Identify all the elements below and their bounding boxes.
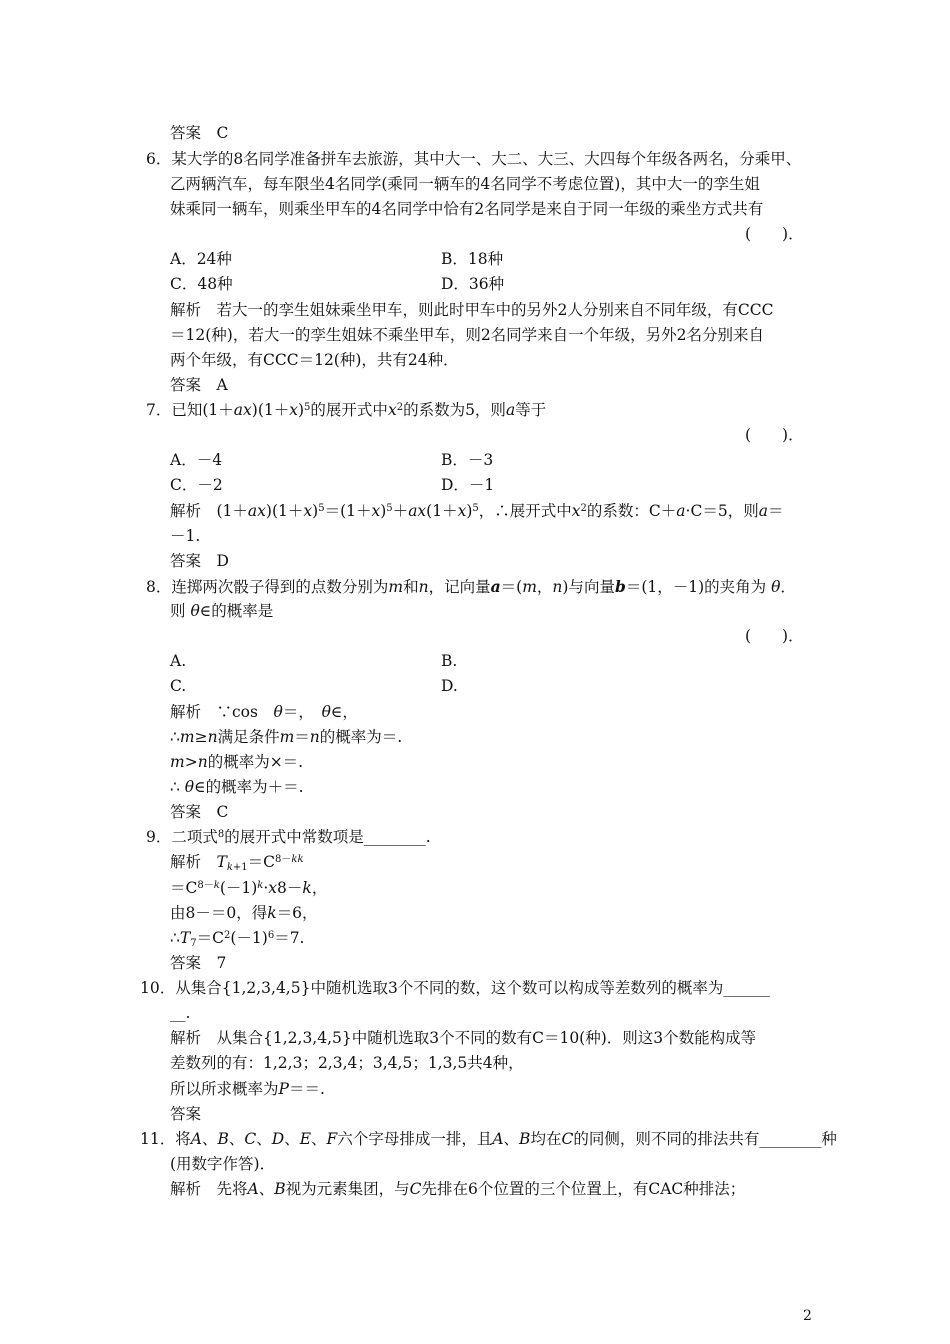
- q10-stem-2: __.: [170, 1004, 191, 1022]
- q8-solution-4: ∴ θ∈的概率为＋＝.: [170, 778, 304, 796]
- q8-stem-line-2: [0, 599, 950, 624]
- q8-solution-line-3: [0, 750, 950, 775]
- q11-stem-line-2: [0, 1152, 950, 1177]
- q7-option-d: D．－1: [441, 476, 495, 494]
- q9-solution-3: 由8－＝0，得k＝6，: [170, 904, 318, 922]
- q8-paren-line: [0, 624, 950, 649]
- q8-solution-line-4: [0, 775, 950, 800]
- q8-answer-paren: ( )．: [745, 627, 804, 645]
- q8-stem-line-1: [0, 574, 950, 599]
- q6-solution-line-3: [0, 348, 950, 373]
- q7-answer-line: [0, 549, 950, 574]
- q7-stem-line: [0, 398, 950, 423]
- q7-answer: 答案 D: [170, 552, 229, 570]
- q9-solution-line-3: [0, 901, 950, 926]
- q7-answer-paren: ( )．: [745, 426, 804, 444]
- q6-stem-2: 乙两辆汽车，每车限坐4名同学(乘同一辆车的4名同学不考虑位置)，其中大一的孪生姐: [170, 175, 760, 193]
- q9-answer: 答案 7: [170, 954, 227, 972]
- q8-solution-line-2: [0, 725, 950, 750]
- q5-answer-line: [0, 121, 950, 146]
- q10-answer-line: [0, 1102, 950, 1127]
- q11-solution-1: 解析 先将A、B视为元素集团，与C先排在6个位置的三个位置上，有CAC种排法；: [170, 1180, 746, 1198]
- q7-paren-line: [0, 423, 950, 448]
- q8-solution-3: m>n的概率为×＝.: [170, 753, 304, 771]
- q6-option-c: C．48种: [170, 275, 233, 293]
- q10-stem-1: 10．从集合{1,2,3,4,5}中随机选取3个不同的数，这个数可以构成等差数列的概率为______: [140, 979, 770, 997]
- q11-solution-line-1: [0, 1177, 950, 1202]
- q9-stem: 9．二项式$^8$的展开式中常数项是________.: [146, 828, 431, 846]
- q9-answer-line: [0, 951, 950, 976]
- page-number: 2: [803, 1308, 812, 1324]
- q6-stem-1: 6．某大学的8名同学准备拼车去旅游，其中大一、大二、大三、大四每个年级各两名，分乘甲、: [146, 150, 802, 168]
- q9-solution-4: $\therefore T_7=C^2(-1)^6=7$.: [170, 929, 305, 949]
- q6-option-b: B．18种: [441, 250, 504, 268]
- q6-options-row-2: [0, 272, 950, 297]
- q9-stem-line: [0, 825, 950, 850]
- q11-stem-line-1: [0, 1127, 950, 1152]
- q7-options-row-1: [0, 448, 950, 473]
- q7-stem: 7．已知$(1+ax)(1+x)^5$的展开式中$x^2$的系数为5，则a等于: [146, 401, 547, 419]
- q8-option-a: A.: [170, 652, 187, 670]
- q7-solution-2: －1.: [170, 527, 201, 545]
- q7-option-a: A．－4: [170, 451, 223, 469]
- q7-solution-line-2: [0, 524, 950, 549]
- q7-solution-1: 解析 $(1+ax)(1+x)^5=(1+x)^5+ax(1+x)^5$，∴展开式中$x^2$的系数：C＋a·C＝5，则a＝: [170, 502, 784, 520]
- q6-solution-2: ＝12(种)，若大一的孪生姐妹不乘坐甲车，则2名同学来自一个年级，另外2名分别来自: [170, 326, 765, 344]
- q6-answer-line: [0, 373, 950, 398]
- q9-solution-2: $=C^{8-k}(-1)^k\cdot x8-k$，: [170, 879, 328, 897]
- q9-solution-line-4: [0, 926, 950, 951]
- q10-solution-line-3: [0, 1077, 950, 1102]
- q8-solution-1: 解析 ∵cos θ＝， θ∈，: [170, 703, 358, 721]
- q6-answer: 答案 A: [170, 376, 228, 394]
- q9-solution-line-1: [0, 850, 950, 875]
- q8-stem-2: 则 θ∈的概率是: [170, 602, 274, 620]
- q5-answer: 答案 C: [170, 124, 229, 142]
- q10-answer: 答案: [170, 1105, 202, 1123]
- q9-solution-1: 解析 $T_{k+1}=C^{8-kk}$: [170, 853, 304, 873]
- q9-solution-line-2: [0, 876, 950, 901]
- q6-options-row-1: [0, 247, 950, 272]
- q8-options-row-1: [0, 649, 950, 674]
- q6-stem-3: 妹乘同一辆车，则乘坐甲车的4名同学中恰有2名同学是来自于同一年级的乘坐方式共有: [170, 200, 764, 218]
- q7-options-row-2: [0, 473, 950, 498]
- q8-solution-2: ∴m≥n满足条件m＝n的概率为＝.: [170, 728, 403, 746]
- q10-solution-1: 解析 从集合{1,2,3,4,5}中随机选取3个不同的数有C＝10(种)．则这3个数能构成等: [170, 1029, 757, 1047]
- q8-option-d: D.: [441, 677, 458, 695]
- q8-option-c: C.: [170, 677, 187, 695]
- q6-stem-line-3: [0, 197, 950, 222]
- q8-option-b: B.: [441, 652, 458, 670]
- q6-solution-1: 解析 若大一的孪生姐妹乘坐甲车，则此时甲车中的另外2人分别来自不同年级，有CCC: [170, 301, 774, 319]
- q10-solution-2: 差数列的有：1,2,3；2,3,4；3,4,5；1,3,5共4种，: [170, 1054, 524, 1072]
- q10-stem-line-2: [0, 1001, 950, 1026]
- q8-stem-1: 8．连掷两次骰子得到的点数分别为m和n，记向量a＝(m，n)与向量b＝(1，－1)的夹角为 θ．: [146, 577, 796, 596]
- q10-solution-line-1: [0, 1026, 950, 1051]
- q6-solution-line-2: [0, 323, 950, 348]
- q6-solution-3: 两个年级，有CCC＝12(种)，共有24种．: [170, 351, 459, 369]
- q8-options-row-2: [0, 674, 950, 699]
- q6-option-a: A．24种: [170, 250, 232, 268]
- q6-solution-line-1: [0, 298, 950, 323]
- q6-option-d: D．36种: [441, 275, 505, 293]
- q6-paren-line: [0, 222, 950, 247]
- q6-answer-paren: ( )．: [745, 225, 804, 243]
- q11-stem-2: (用数字作答)．: [170, 1155, 276, 1173]
- q10-solution-3: 所以所求概率为P＝＝.: [170, 1080, 325, 1098]
- q8-answer: 答案 C: [170, 803, 229, 821]
- q11-stem-1: 11．将A、B、C、D、E、F六个字母排成一排，且A、B均在C的同侧，则不同的排法共有________种: [140, 1130, 837, 1148]
- q8-solution-line-1: [0, 700, 950, 725]
- q6-stem-line-1: [0, 147, 950, 172]
- q7-option-b: B．－3: [441, 451, 494, 469]
- q6-stem-line-2: [0, 172, 950, 197]
- q7-option-c: C．－2: [170, 476, 223, 494]
- q7-solution-line-1: [0, 499, 950, 524]
- q10-solution-line-2: [0, 1051, 950, 1076]
- q10-stem-line-1: [0, 976, 950, 1001]
- q8-answer-line: [0, 800, 950, 825]
